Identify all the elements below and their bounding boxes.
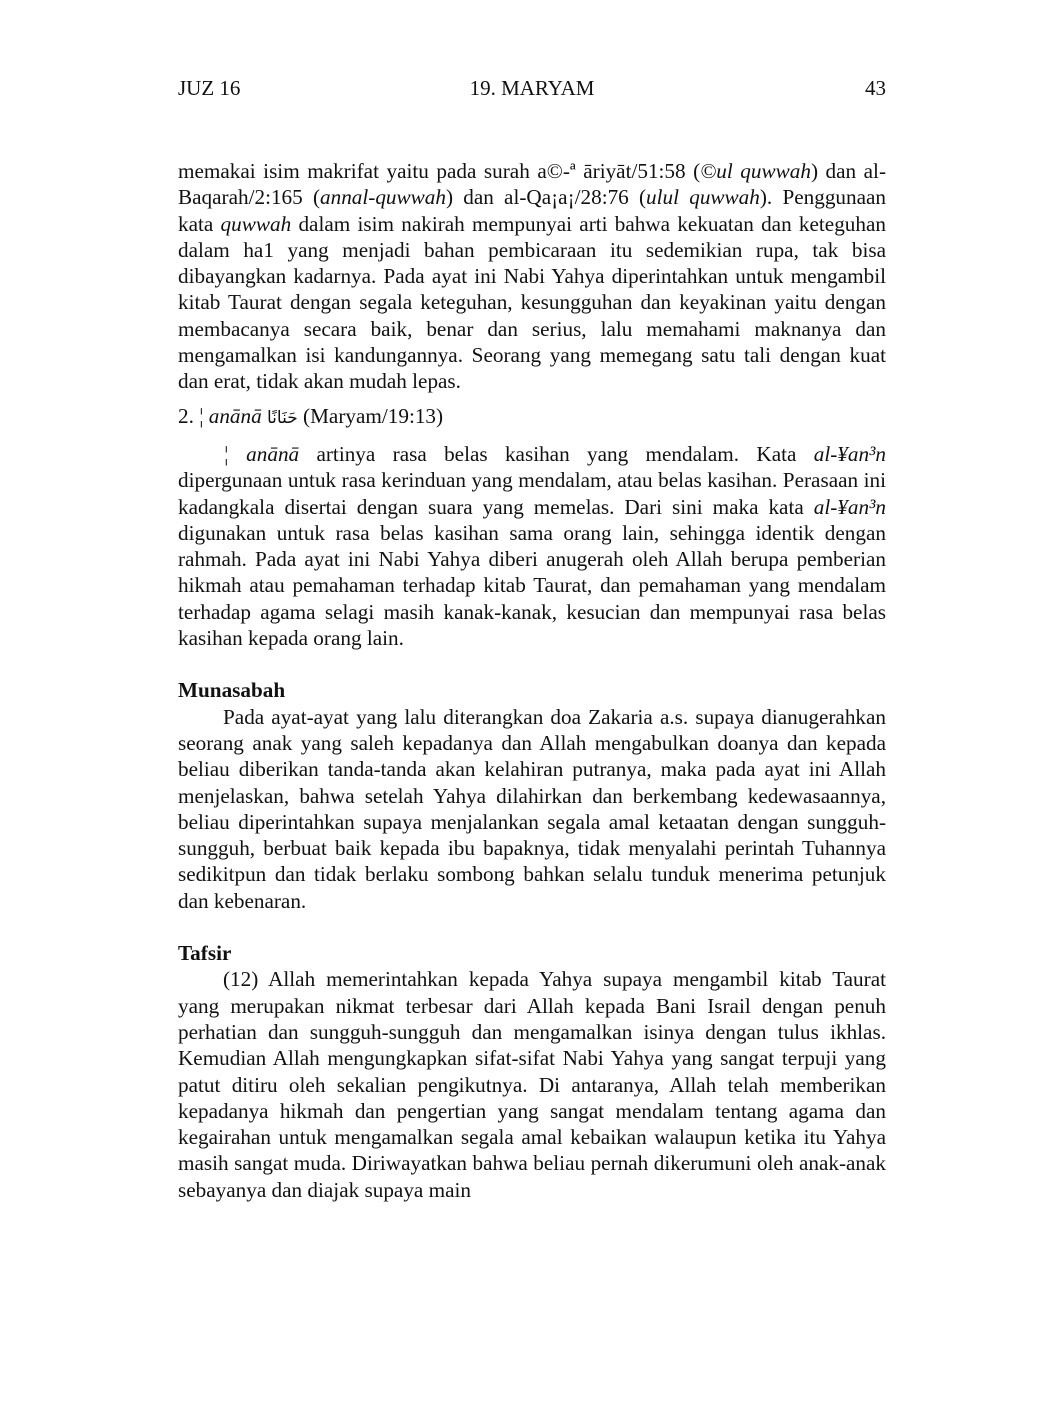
paragraph-munasabah: Pada ayat-ayat yang lalu diterangkan doa Zakaria a.s. supaya dianugerahkan seorang anak yang saleh kepadanya dan Allah mengabulkan doanya dan kepada beliau diberikan tanda-tanda akan kelahiran putranya, maka pada ayat ini Allah menjelaskan, bahwa setelah Yahya dilahirkan dan berkembang kedewasaannya, beliau diperintahkan supaya menjalankan segala amal ketaatan dengan sungguh-sungguh, berbuat baik kepada ibu bapaknya, tidak menyalahi perintah Tuhannya sedikitpun dan tidak berlaku sombong bahkan selalu tunduk menerima petunjuk dan kebenaran. [178,704,886,913]
paragraph-quwwah: memakai isim makrifat yaitu pada surah a©-ª āriyāt/51:58 (©ul quwwah) dan al-Baqarah/2:165 (annal-quwwah) dan al-Qa¡a¡/28:76 (ulul quwwah). Penggunaan kata quwwah dalam isim nakirah mempunyai arti bahwa kekuatan dan keteguhan dalam ha1 yang menjadi bahan pembicaraan itu sedemikian rupa, tak bisa dibayangkan kadarnya. Pada ayat ini Nabi Yahya diperintahkan untuk mengambil kitab Taurat dengan segala keteguhan, kesungguhan dan keyakinan yaitu dengan membacanya secara baik, benar dan serius, lalu memahami maknanya dan mengamalkan isi kandungannya. Seorang yang memegang satu tali dengan kuat dan erat, tidak akan mudah lepas. [178,159,886,394]
vocab-item-hananan [178,403,886,431]
page-body [178,158,886,1203]
section-title-munasabah: Munasabah [178,678,286,703]
paragraph-hananan: ¦ anānā artinya rasa belas kasihan yang mendalam. Kata al-¥an³n dipergunaan untuk rasa kerinduan yang mendalam, atau belas kasihan. Perasaan ini kadangkala disertai dengan suara yang memelas. Dari sini maka kata al-¥an³n digunakan untuk rasa belas kasihan sama orang lain, sehingga identik dengan rahmah. Pada ayat ini Nabi Yahya diberi anugerah oleh Allah berupa pemberian hikmah atau pemahaman terhadap kitab Taurat, dan pemahaman yang mendalam terhadap agama selagi masih kanak-kanak, kesucian dan mempunyai rasa belas kasihan kepada orang lain. [178,441,886,651]
vocab-item-term: anānā [208,403,262,428]
surah-title: 19. MARYAM [469,76,595,100]
section-title-tafsir: Tafsir [178,941,232,966]
paragraph-tafsir: (12) Allah memerintahkan kepada Yahya supaya mengambil kitab Taurat yang merupakan nikmat terbesar dari Allah kepada Bani Israil dengan penuh perhatian dan sungguh-sungguh dan mengamalkan isinya dengan tulus ikhlas. Kemudian Allah mengungkapkan sifat-sifat Nabi Yahya yang sangat terpuji yang patut ditiru oleh sekalian pengikutnya. Di antaranya, Allah telah memberikan kepadanya hikmah dan pengertian yang sangat mendalam tentang agama dan kegairahan untuk mengamalkan segala amal kebaikan walaupun ketika itu Yahya masih sangat muda. Diriwayatkan bahwa beliau pernah dikerumuni oleh anak-anak sebayanya dan diajak supaya main [178,967,886,1202]
vocab-item-reference: (Maryam/19:13) [297,403,444,428]
page-header [178,74,886,102]
arabic-word: حَنَانًا [267,407,298,428]
juz-label: JUZ 16 [178,76,241,100]
page-number: 43 [865,76,886,100]
vocab-item-number: 2. ¦ [178,403,209,428]
